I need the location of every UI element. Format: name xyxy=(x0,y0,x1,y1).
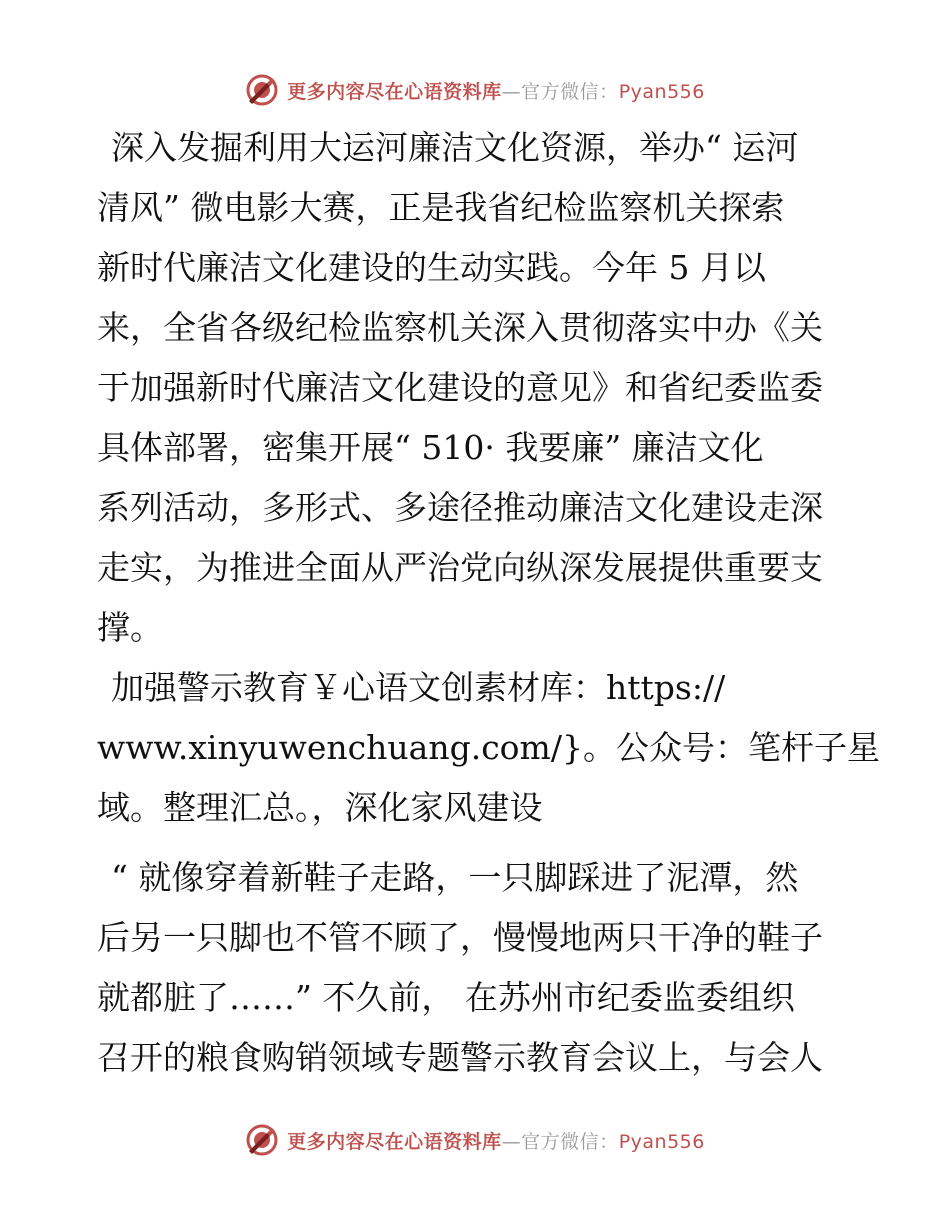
header-wechat-label: 官方微信： xyxy=(521,80,619,103)
text-line: 就都脏了……” 不久前， 在苏州市纪委监委组织 xyxy=(97,978,795,1017)
text-line: 加强警示教育￥心语文创素材库：https:// xyxy=(111,668,726,707)
footer-wechat-label: 官方微信： xyxy=(521,1130,619,1153)
text-line: 撑。 xyxy=(97,608,163,647)
text-line: 深入发掘利用大运河廉洁文化资源，举办“ 运河 xyxy=(111,128,799,167)
text-line: 来，全省各级纪检监察机关深入贯彻落实中办《关 xyxy=(97,308,823,347)
header-dash: — xyxy=(501,80,522,103)
text-line: 新时代廉洁文化建设的生动实践。今年 5 月以 xyxy=(97,248,766,287)
footer-text xyxy=(287,1127,705,1154)
paragraph xyxy=(97,118,857,658)
text-line: 清风” 微电影大赛，正是我省纪检监察机关探索 xyxy=(97,188,785,227)
header-text xyxy=(287,77,705,104)
text-line: 于加强新时代廉洁文化建设的意见》和省纪委监委 xyxy=(97,368,823,407)
text-line: 域。整理汇总。，深化家风建设 xyxy=(97,788,543,827)
text-line: “ 就像穿着新鞋子走路，一只脚踩进了泥潭，然 xyxy=(111,858,799,897)
footer-banner xyxy=(0,1120,950,1160)
text-line: 召开的粮食购销领域专题警示教育会议上，与会人 xyxy=(97,1038,823,1077)
text-line: www.xinyuwenchuang.com/}。公众号：笔杆子星 xyxy=(97,728,880,767)
paragraph xyxy=(97,658,880,838)
pen-logo-icon xyxy=(245,1123,279,1157)
header-wechat-handle: Pyan556 xyxy=(618,80,705,103)
footer-site-name: 更多内容尽在心语资料库 xyxy=(287,1130,502,1153)
paragraph xyxy=(97,848,857,1088)
text-line: 系列活动，多形式、多途径推动廉洁文化建设走深 xyxy=(97,488,823,527)
pen-logo-icon xyxy=(245,73,279,107)
header-site-name: 更多内容尽在心语资料库 xyxy=(287,80,502,103)
text-line: 具体部署，密集开展“ 510· 我要廉” 廉洁文化 xyxy=(97,428,764,467)
text-line: 走实，为推进全面从严治党向纵深发展提供重要支 xyxy=(97,548,823,587)
footer-wechat-handle: Pyan556 xyxy=(618,1130,705,1153)
text-line: 后另一只脚也不管不顾了，慢慢地两只干净的鞋子 xyxy=(97,918,823,957)
header-banner xyxy=(0,70,950,110)
footer-dash: — xyxy=(501,1130,522,1153)
